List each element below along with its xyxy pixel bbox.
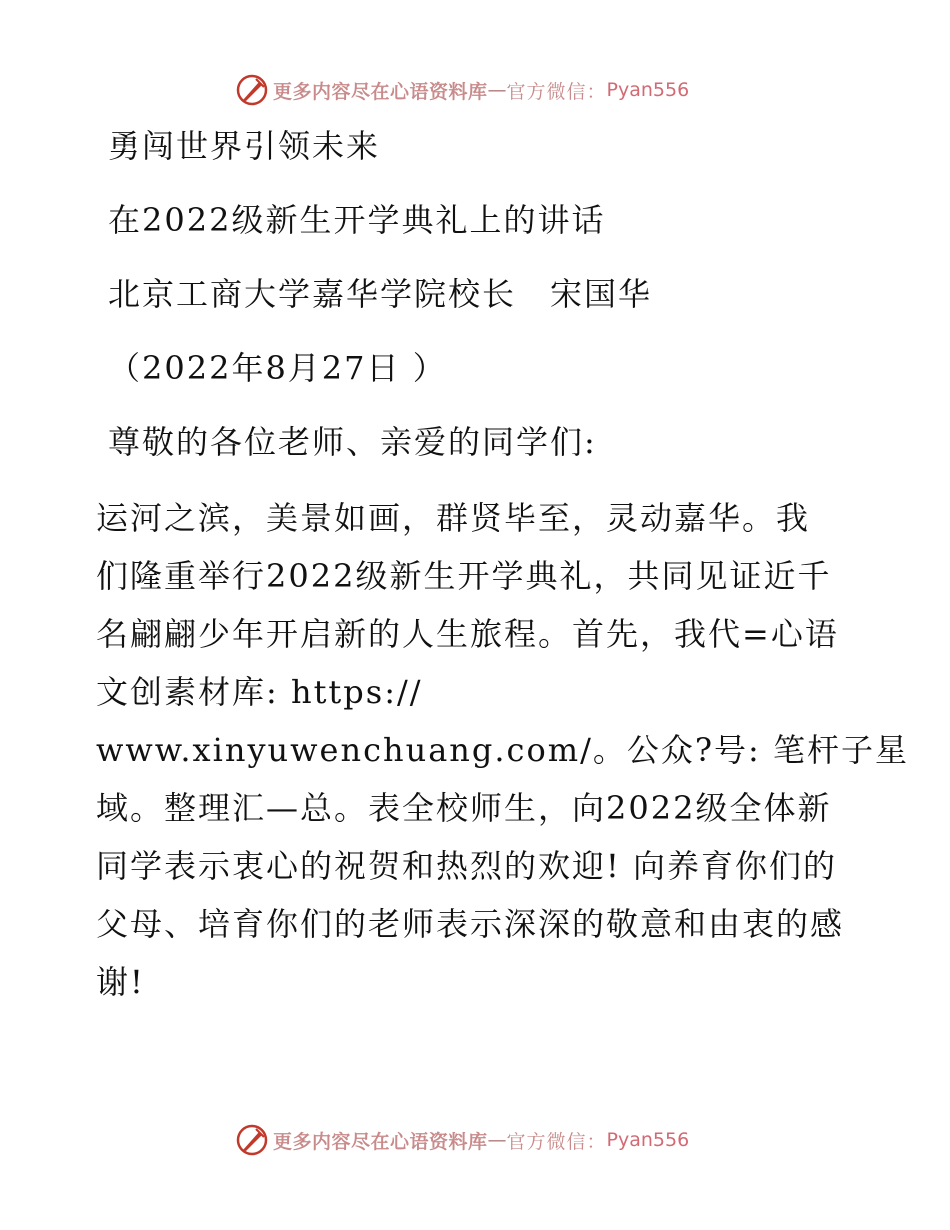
banner-wechat-id: Pyan556 [606, 1129, 690, 1151]
banner-dash: — [487, 1129, 507, 1151]
banner-wechat-id: Pyan556 [606, 79, 690, 101]
body-line: 域。整理汇—总。表全校师生，向2022级全体新 [96, 789, 832, 827]
body-line: 名翩翩少年开启新的人生旅程。首先，我代=心语 [96, 615, 839, 653]
document-date: （2022年8月27日 ） [108, 349, 447, 387]
watermark-banner-top [235, 72, 689, 108]
body-line: 们隆重举行2022级新生开学典礼，共同见证近千 [96, 557, 832, 595]
banner-official-text: 官方微信： [506, 80, 607, 103]
quill-circle-icon [235, 73, 269, 107]
body-line: 运河之滨，美景如画，群贤毕至，灵动嘉华。我 [96, 499, 811, 537]
body-line: 谢! [96, 963, 145, 1001]
body-line: 同学表示衷心的祝贺和热烈的欢迎! 向养育你们的 [96, 847, 838, 885]
banner-main-text: 更多内容尽在心语资料库 [273, 1130, 488, 1153]
document-subtitle: 在2022级新生开学典礼上的讲话 [108, 201, 606, 239]
body-line: 父母、培育你们的老师表示深深的敬意和由衷的感 [96, 905, 845, 943]
banner-dash: — [487, 79, 507, 101]
watermark-banner-bottom [235, 1122, 689, 1158]
banner-official-text: 官方微信： [506, 1130, 607, 1153]
banner-main-text: 更多内容尽在心语资料库 [273, 80, 488, 103]
document-title: 勇闯世界引领未来 [108, 127, 381, 165]
body-line: 文创素材库: https:// [96, 673, 423, 711]
quill-circle-icon [235, 1123, 269, 1157]
document-greeting: 尊敬的各位老师、亲爱的同学们: [108, 423, 597, 461]
body-line: www.xinyuwenchuang.com/。公众?号: 笔杆子星 [96, 731, 909, 769]
document-author: 北京工商大学嘉华学院校长 宋国华 [108, 275, 653, 313]
